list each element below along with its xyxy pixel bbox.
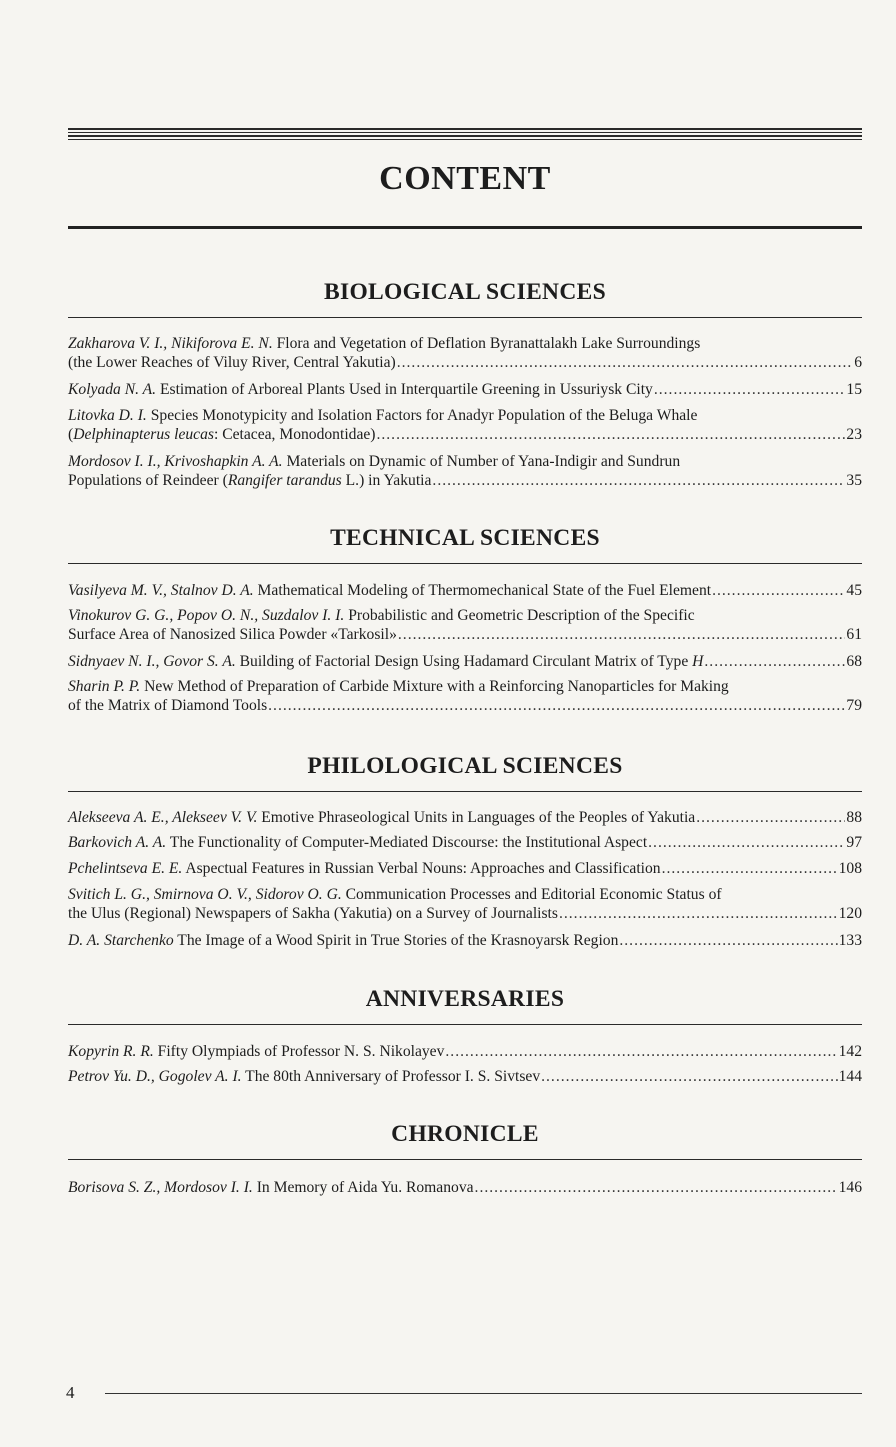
dot-leader [712,581,845,600]
section-heading-biological: BIOLOGICAL SCIENCES [324,279,606,305]
entry-title: Populations of Reindeer ( [68,472,228,489]
entry-title: In Memory of Aida Yu. Romanova [252,1179,474,1196]
entry-authors: Vinokurov G. G., Popov O. N., Suzdalov I. I. [68,607,345,624]
entry-title: Emotive Phraseological Units in Languages of the Peoples of Yakutia [257,809,696,826]
entry-page: 88 [846,809,862,826]
entry-title-line: Probabilistic and Geometric Description of the Specific [344,607,695,624]
entry-title: (the Lower Reaches of Viluy River, Central Yakutia) [68,354,396,371]
toc-entry[interactable] [68,652,862,671]
dot-leader [475,1178,838,1197]
entry-title: the Ulus (Regional) Newspapers of Sakha (Yakutia) on a Survey of Journalists [68,905,558,922]
entry-page: 35 [846,472,862,489]
entry-page: 15 [846,381,862,398]
toc-entry[interactable] [68,606,862,644]
entry-title-line: New Method of Preparation of Carbide Mixture with a Reinforcing Nanoparticles for Making [140,678,729,695]
toc-entry[interactable] [68,1178,862,1197]
entry-title: The Image of a Wood Spirit in True Stories of the Krasnoyarsk Region [173,932,619,949]
entry-authors: Borisova S. Z., Mordosov I. I. [68,1179,253,1196]
toc-entry[interactable] [68,452,862,490]
page-title: CONTENT [379,160,551,197]
toc-entry[interactable] [68,334,862,372]
entry-page: 108 [838,860,862,877]
dot-leader [648,833,845,852]
entry-title: of the Matrix of Diamond Tools [68,697,268,714]
section-divider [68,791,862,792]
entry-page: 6 [854,354,862,371]
species-name: Delphinapterus leucas [73,426,214,443]
entry-page: 61 [846,626,862,643]
entry-authors: Alekseeva A. E., Alekseev V. V. [68,809,258,826]
toc-entry[interactable] [68,677,862,715]
entry-authors: Pchelintseva E. E. [68,860,183,877]
entry-authors: Barkovich A. A. [68,834,167,851]
section-heading-anniversaries: ANNIVERSARIES [365,986,565,1012]
dot-leader [268,696,845,715]
entry-title: ( [68,426,74,443]
dot-leader [662,859,838,878]
footer-rule [105,1393,862,1394]
entry-authors: Sharin P. P. [68,678,141,695]
entry-page: 146 [838,1179,862,1196]
entry-title-line: Communication Processes and Editorial Economic Status of [341,886,722,903]
section-divider [68,1159,862,1160]
entry-title-line: Flora and Vegetation of Deflation Byranattalakh Lake Surroundings [272,335,701,352]
section-divider [68,317,862,318]
entry-title: The Functionality of Computer-Mediated Discourse: the Institutional Aspect [166,834,648,851]
dot-leader [696,808,845,827]
entry-title-cont: : Cetacea, Monodontidae) [213,426,376,443]
dot-leader [619,931,837,950]
entry-title: Mathematical Modeling of Thermomechanical State of the Fuel Element [253,582,712,599]
entry-authors: Mordosov I. I., Krivoshapkin A. A. [68,453,283,470]
entry-page: 68 [846,653,862,670]
toc-entry[interactable] [68,808,862,827]
toc-entry[interactable] [68,406,862,444]
dot-leader [398,625,846,644]
toc-entry[interactable] [68,833,862,852]
entry-authors: Litovka D. I. [68,407,147,424]
dot-leader [541,1067,837,1086]
section-divider [68,563,862,564]
matrix-type: H [692,653,704,670]
dot-leader [445,1042,837,1061]
section-heading-technical: TECHNICAL SCIENCES [330,525,600,551]
toc-entry[interactable] [68,1042,862,1061]
entry-title-line: Materials on Dynamic of Number of Yana-Indigir and Sundrun [282,453,681,470]
entry-authors: Kopyrin R. R. [68,1043,154,1060]
dot-leader [376,425,845,444]
entry-title: Building of Factorial Design Using Hadamard Circulant Matrix of Type [235,653,693,670]
entry-title: Fifty Olympiads of Professor N. S. Nikolayev [153,1043,445,1060]
entry-authors: Petrov Yu. D., Gogolev A. I. [68,1068,242,1085]
section-heading-philological: PHILOLOGICAL SCIENCES [307,753,623,779]
section-divider [68,1024,862,1025]
title-rule [68,226,862,229]
dot-leader [704,652,845,671]
entry-title-line: Species Monotypicity and Isolation Factors for Anadyr Population of the Beluga Whale [146,407,698,424]
toc-entry[interactable] [68,859,862,878]
dot-leader [432,471,845,490]
entry-page: 79 [846,697,862,714]
entry-authors: Sidnyaev N. I., Govor S. A. [68,653,236,670]
species-name: Rangifer tarandus [227,472,342,489]
entry-page: 45 [846,582,862,599]
entry-authors: D. A. Starchenko [68,932,174,949]
entry-title: Surface Area of Nanosized Silica Powder «Tarkosil» [68,626,397,643]
entry-title: The 80th Anniversary of Professor I. S. Sivtsev [241,1068,541,1085]
toc-entry[interactable] [68,1067,862,1086]
toc-entry[interactable] [68,885,862,923]
entry-authors: Kolyada N. A. [68,381,157,398]
dot-leader [559,904,838,923]
toc-entry[interactable] [68,931,862,950]
entry-authors: Zakharova V. I., Nikiforova E. N. [68,335,273,352]
entry-title: Aspectual Features in Russian Verbal Nouns: Approaches and Classification [182,860,661,877]
entry-title: Estimation of Arboreal Plants Used in Interquartile Greening in Ussuriysk City [156,381,653,398]
entry-page: 120 [838,905,862,922]
top-decorative-rule [68,128,862,140]
section-heading-chronicle: CHRONICLE [391,1121,539,1147]
entry-title-cont: L.) in Yakutia [341,472,432,489]
entry-page: 133 [838,932,862,949]
page-number: 4 [66,1383,75,1402]
entry-page: 144 [838,1068,862,1085]
toc-entry[interactable] [68,581,862,600]
entry-page: 23 [846,426,862,443]
toc-entry[interactable] [68,380,862,399]
entry-page: 97 [846,834,862,851]
dot-leader [397,353,853,372]
entry-page: 142 [838,1043,862,1060]
entry-authors: Svitich L. G., Smirnova O. V., Sidorov O. G. [68,886,342,903]
dot-leader [654,380,846,399]
entry-authors: Vasilyeva M. V., Stalnov D. A. [68,582,254,599]
